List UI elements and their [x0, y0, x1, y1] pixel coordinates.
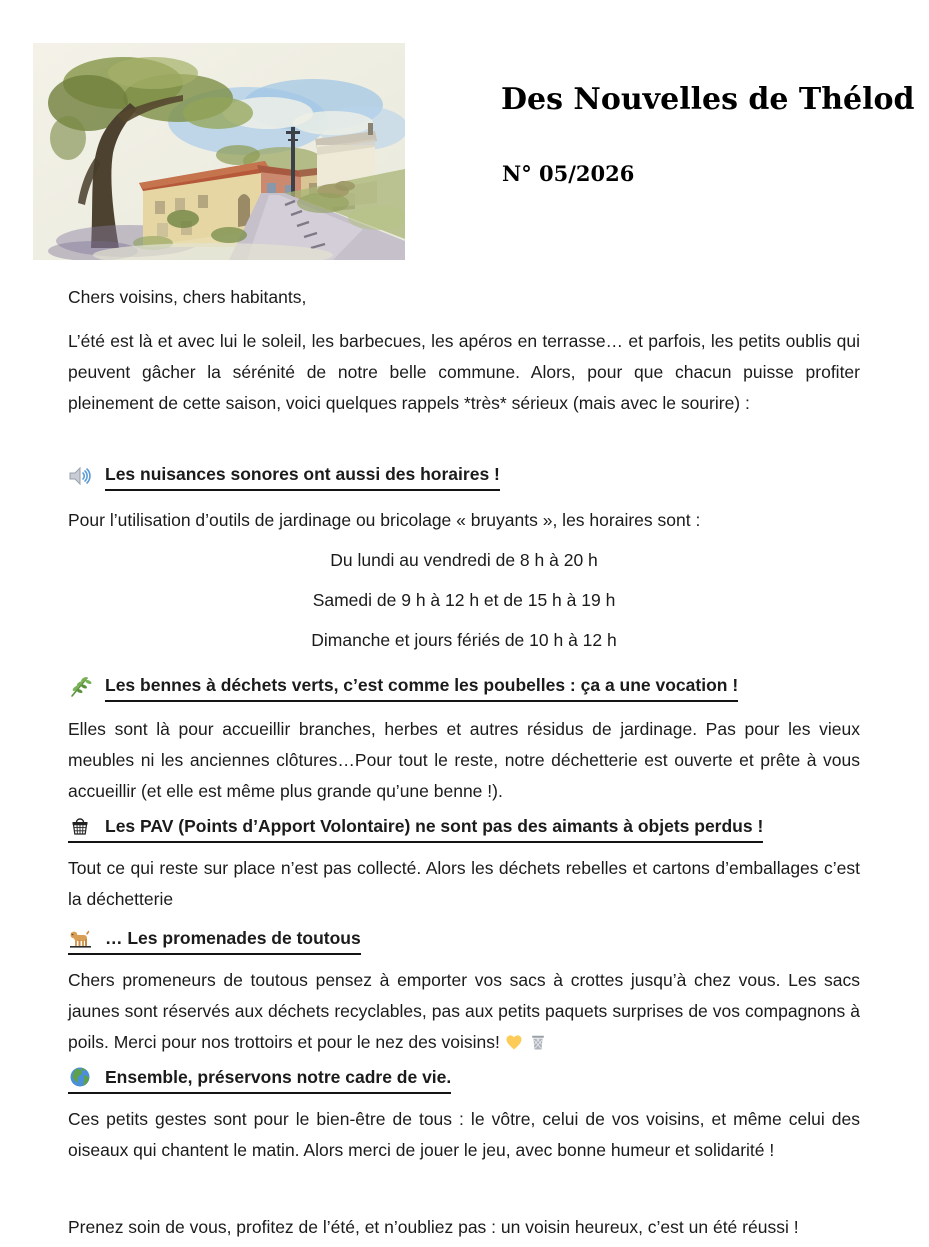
section-heading-environment	[68, 1064, 860, 1094]
section-heading-text: Les nuisances sonores ont aussi des horaires !	[105, 461, 500, 491]
schedule-weekdays: Du lundi au vendredi de 8 h à 20 h	[330, 550, 598, 570]
newsletter-body	[0, 284, 929, 1243]
dog-icon	[68, 926, 92, 950]
dog-walks-text: Chers promeneurs de toutous pensez à emporter vos sacs à crottes jusqu’à chez vous. Les sacs jaunes sont réservés aux déchets recyclables, pas aux petits paquets surprises de vos compagnons à poils. Merci pour nos trottoirs et pour le nez des voisins!	[68, 970, 860, 1052]
newsletter-title: Des Nouvelles de Thélod	[501, 82, 915, 117]
schedule-sunday: Dimanche et jours fériés de 10 h à 12 h	[311, 630, 617, 650]
globe-icon	[68, 1065, 92, 1089]
section-heading-text: Ensemble, préservons notre cadre de vie.	[105, 1067, 452, 1087]
yellow-heart-icon	[504, 1032, 524, 1052]
section-heading-noise	[68, 461, 860, 491]
section-heading-dog-walks	[68, 925, 860, 955]
section-heading-green-waste	[68, 672, 860, 702]
pav-text: Tout ce qui reste sur place n’est pas collecté. Alors les déchets rebelles et cartons d’emballages c’est la déchetterie	[68, 858, 860, 909]
green-waste-text: Elles sont là pour accueillir branches, herbes et autres résidus de jardinage. Pas pour les vieux meubles ni les anciennes clôtures…Pour tout le reste, notre déchetterie est ouverte et prête à vous accueillir (et elle est même plus grande qu’une benne !).	[68, 719, 860, 801]
basket-icon	[68, 814, 92, 838]
schedule-saturday: Samedi de 9 h à 12 h et de 15 h à 19 h	[312, 590, 616, 610]
speaker-icon	[68, 464, 92, 488]
section-heading-text: Les PAV (Points d’Apport Volontaire) ne sont pas des aimants à objets perdus !	[105, 816, 764, 836]
masthead	[0, 0, 929, 284]
section-heading-text: Les bennes à déchets verts, c’est comme les poubelles : ça a une vocation !	[105, 672, 738, 702]
newsletter-issue-number: N° 05/2026	[502, 161, 635, 186]
herb-icon	[68, 675, 92, 699]
salutation: Chers voisins, chers habitants,	[68, 287, 307, 307]
village-watercolor-image	[33, 43, 405, 260]
environment-text: Ces petits gestes sont pour le bien-être de tous : le vôtre, celui de vos voisins, et même celui des oiseaux qui chantent le matin. Alors merci de jouer le jeu, avec bonne humeur et solidarité !	[68, 1109, 860, 1160]
closing-line: Prenez soin de vous, profitez de l’été, et n’oubliez pas : un voisin heureux, c’est un été réussi !	[68, 1217, 799, 1237]
wastebasket-icon	[528, 1032, 548, 1052]
section-heading-pav	[68, 813, 860, 843]
section-heading-text: … Les promenades de toutous	[105, 928, 361, 948]
intro-paragraph: L’été est là et avec lui le soleil, les barbecues, les apéros en terrasse… et parfois, les petits oublis qui peuvent gâcher la sérénité de notre belle commune. Alors, pour que chacun puisse profiter pleinement de cette saison, voici quelques rappels *très* sérieux (mais avec le sourire) :	[68, 331, 860, 413]
noise-intro-text: Pour l’utilisation d’outils de jardinage ou bricolage « bruyants », les horaires sont :	[68, 510, 701, 530]
